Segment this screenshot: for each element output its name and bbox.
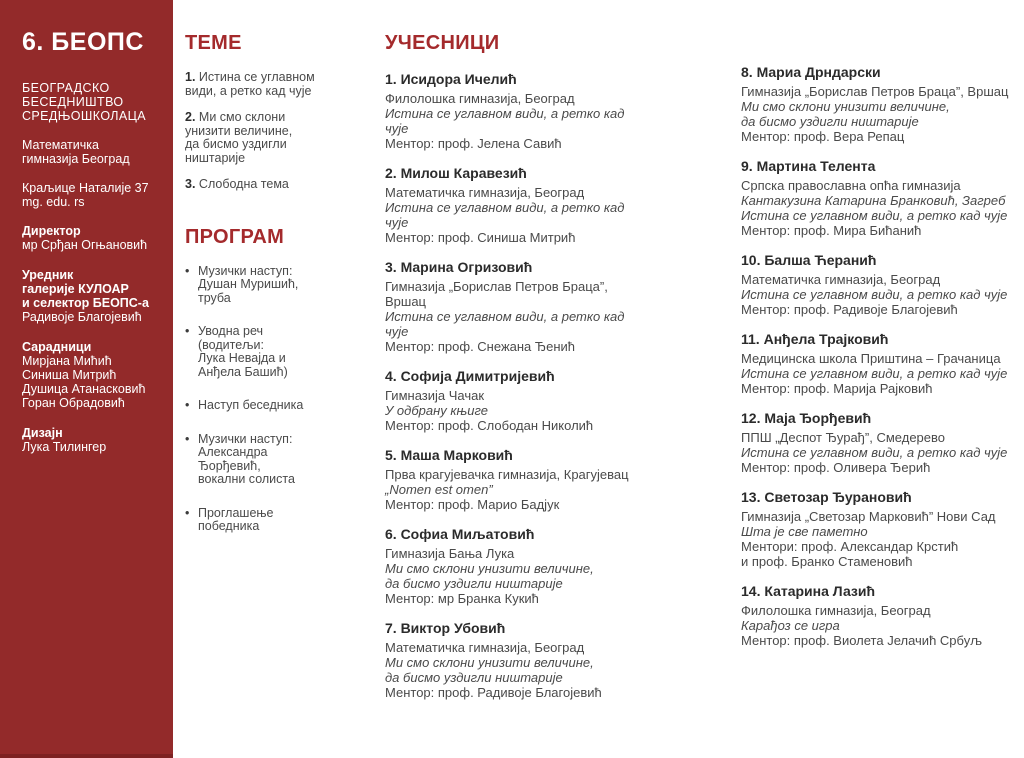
participant-detail-line: Ми смо склони унизити величине, (385, 655, 594, 670)
participant-detail-line: Истина се углавном види, а ретко кад чује (385, 106, 625, 136)
sidebar-section-label: Уредник галерије КУЛОАР и селектор БЕОПС-а (22, 268, 149, 310)
participant-detail-line: Истина се углавном види, а ретко кад чује (385, 200, 625, 230)
theme-number: 2. (185, 110, 196, 124)
participant-detail-line: да бисмо уздигли ништарије (741, 114, 919, 129)
participant-name: 9. Мартина Телента (741, 158, 876, 174)
theme-item: 2. Ми смо склони унизити величине, да бисмо уздигли ништарије (185, 110, 293, 165)
participant-name: 3. Марина Огризовић (385, 259, 533, 275)
participant-detail-line: Гимназија Чачак (385, 388, 485, 403)
participant-entry (741, 410, 1024, 475)
participant-entry (385, 165, 650, 245)
sidebar-section-value: Радивоје Благојевић (22, 310, 142, 324)
themes-column (185, 0, 365, 554)
participant-detail-line: Математичка гимназија, Београд (385, 640, 585, 655)
participant-detail-line: У одбрану књиге (385, 403, 488, 418)
sidebar (0, 0, 173, 758)
participant-detail-line: Истина се углавном види, а ретко кад чује (741, 445, 1008, 460)
participant-detail-line: Ментор: мр Бранка Кукић (385, 591, 539, 606)
participant-detail-line: ППШ „Деспот Ђурађ”, Смедерево (741, 430, 946, 445)
sidebar-section (22, 340, 155, 410)
participant-detail-line: Ментор: проф. Снежана Ђенић (385, 339, 576, 354)
participant-entry (741, 252, 1024, 317)
participant-detail-line: Филолошка гимназија, Београд (385, 91, 575, 106)
bullet-icon: • (185, 324, 190, 338)
participant-detail-line: Гимназија Бања Лука (385, 546, 515, 561)
participant-name: 11. Анђела Трајковић (741, 331, 889, 347)
program-item-text: Наступ беседника (198, 398, 304, 412)
address: Краљице Наталије 37 mg. edu. rs (22, 181, 149, 209)
participant-entry (385, 368, 650, 433)
program-item (185, 507, 365, 534)
participant-name: 7. Виктор Убовић (385, 620, 506, 636)
participants-list-1 (385, 71, 650, 700)
bullet-icon: • (185, 263, 190, 278)
sidebar-sections (22, 224, 155, 454)
participant-detail-line: Ментори: проф. Александар Крстић (741, 539, 959, 554)
participant-entry (741, 64, 1024, 144)
participants-column-2 (741, 0, 1024, 662)
participant-name: 5. Маша Марковић (385, 447, 513, 463)
participant-detail-line: Прва крагујевачка гимназија, Крагујевац (385, 467, 629, 482)
participant-detail-line: „Nomen est omen” (385, 482, 493, 497)
bullet-icon: • (185, 398, 190, 412)
participant-detail-line: Гимназија „Светозар Марковић” Нови Сад (741, 509, 996, 524)
participant-detail-line: Гимназија „Борислав Петров Браца”, Вршац (741, 84, 1009, 99)
participant-entry (385, 71, 650, 151)
bullet-icon: • (185, 431, 190, 446)
themes-heading: ТЕМЕ (185, 32, 242, 54)
participant-detail-line: Гимназија „Борислав Петров Браца”, (385, 279, 608, 294)
participant-detail-line: Филолошка гимназија, Београд (741, 603, 931, 618)
theme-number: 1. (185, 70, 196, 84)
participants-heading: УЧЕСНИЦИ (385, 32, 500, 54)
participant-detail-line: Ментор: проф. Радивоје Благојевић (385, 685, 602, 700)
participant-entry (385, 259, 650, 354)
participant-detail-line: Ми смо склони унизити величине, (741, 99, 950, 114)
program-item-text: Уводна реч (водитељи: Лука Невајда и Анђела Башић) (198, 324, 288, 379)
event-title: 6. БЕОПС (22, 28, 144, 56)
participants-column-1 (385, 0, 650, 714)
participant-entry (385, 526, 650, 606)
participant-detail-line: да бисмо уздигли ништарије (385, 576, 563, 591)
participant-detail-line: Математичка гимназија, Београд (385, 185, 585, 200)
theme-item: 3. Слободна тема (185, 177, 289, 191)
program-item (185, 433, 365, 487)
participant-detail-line: Ментор: проф. Марија Рајковић (741, 381, 933, 396)
participant-name: 13. Светозар Ђурановић (741, 489, 912, 505)
program-item-text: Музички наступ: Душан Муришић, труба (198, 263, 299, 305)
participant-detail-line: Истина се углавном види, а ретко кад чује (741, 287, 1008, 302)
participant-detail-line: Вршац (385, 294, 427, 309)
participant-entry (741, 158, 1024, 238)
participant-detail-line: Ментор: проф. Марио Бадјук (385, 497, 560, 512)
participant-detail-line: Кантакузина Катарина Бранковић, Загреб (741, 193, 1006, 208)
sidebar-section-label: Дизајн (22, 426, 63, 440)
participant-detail-line: Медицинска школа Приштина – Грачаница (741, 351, 1001, 366)
event-subtitle: БЕОГРАДСКО БЕСЕДНИШТВО СРЕДЊОШКОЛАЦА (22, 81, 147, 123)
program-item (185, 399, 365, 413)
participant-detail-line: Ментор: проф. Синиша Митрић (385, 230, 576, 245)
sidebar-section-value: мр Срђан Огњановић (22, 238, 148, 252)
participant-detail-line: Ментор: проф. Виолета Јелачић Србуљ (741, 633, 982, 648)
participant-detail-line: и проф. Бранко Стаменовић (741, 554, 913, 569)
participant-entry (385, 620, 650, 700)
sidebar-section-value: Лука Тилингер (22, 440, 107, 454)
participant-detail-line: Шта је све паметно (741, 524, 868, 539)
organization: Математичка гимназија Београд (22, 138, 130, 166)
participant-detail-line: Ментор: проф. Јелена Савић (385, 136, 562, 151)
program-item-text: Музички наступ: Александра Ђорђевић, вокални солиста (198, 431, 295, 486)
program-item (185, 265, 365, 306)
sidebar-section (22, 224, 155, 252)
participant-name: 8. Мариа Дрндарски (741, 64, 881, 80)
sidebar-section-value: Мирјана Мићић Синиша Митрић Душица Атанасковић Горан Обрадовић (22, 354, 146, 410)
participant-detail-line: Ментор: проф. Мира Бићанић (741, 223, 922, 238)
participant-name: 12. Маја Ђорђевић (741, 410, 872, 426)
program-list (185, 265, 365, 534)
theme-number: 3. (185, 177, 196, 191)
participant-name: 2. Милош Каравезић (385, 165, 527, 181)
participant-entry (741, 331, 1024, 396)
theme-item: 1. Истина се углавном види, а ретко кад чује (185, 70, 315, 98)
sidebar-section-label: Сарадници (22, 340, 92, 354)
participant-detail-line: Српска православна опћа гимназија (741, 178, 961, 193)
participant-name: 6. Софиа Миљатовић (385, 526, 535, 542)
sidebar-footer-strip (0, 754, 173, 758)
program-heading: ПРОГРАМ (185, 225, 285, 248)
participant-detail-line: Истина се углавном види, а ретко кад чује (741, 366, 1008, 381)
participant-detail-line: Ментор: проф. Слободан Николић (385, 418, 594, 433)
participant-entry (385, 447, 650, 512)
participant-detail-line: да бисмо уздигли ништарије (385, 670, 563, 685)
bullet-icon: • (185, 505, 190, 520)
participant-name: 10. Балша Ћеранић (741, 252, 877, 268)
sidebar-section-label: Директор (22, 224, 81, 238)
sidebar-section (22, 268, 155, 324)
program-item-text: Проглашење победника (198, 505, 274, 533)
participant-detail-line: Карађоз се игра (741, 618, 840, 633)
participant-entry (741, 583, 1024, 648)
sidebar-section (22, 426, 155, 454)
participant-name: 14. Катарина Лазић (741, 583, 876, 599)
themes-list (185, 71, 365, 192)
participant-detail-line: Математичка гимназија, Београд (741, 272, 941, 287)
participant-detail-line: Истина се углавном види, а ретко кад чује (741, 208, 1008, 223)
participants-list-2 (741, 64, 1024, 648)
participant-detail-line: Ми смо склони унизити величине, (385, 561, 594, 576)
participant-name: 1. Исидора Ичелић (385, 71, 517, 87)
participant-name: 4. Софија Димитријевић (385, 368, 555, 384)
program-item (185, 325, 365, 379)
participant-detail-line: Ментор: проф. Радивоје Благојевић (741, 302, 958, 317)
participant-detail-line: Ментор: проф. Оливера Ђерић (741, 460, 931, 475)
participant-detail-line: Истина се углавном види, а ретко кад чује (385, 309, 625, 339)
participant-entry (741, 489, 1024, 569)
participant-detail-line: Ментор: проф. Вера Репац (741, 129, 905, 144)
